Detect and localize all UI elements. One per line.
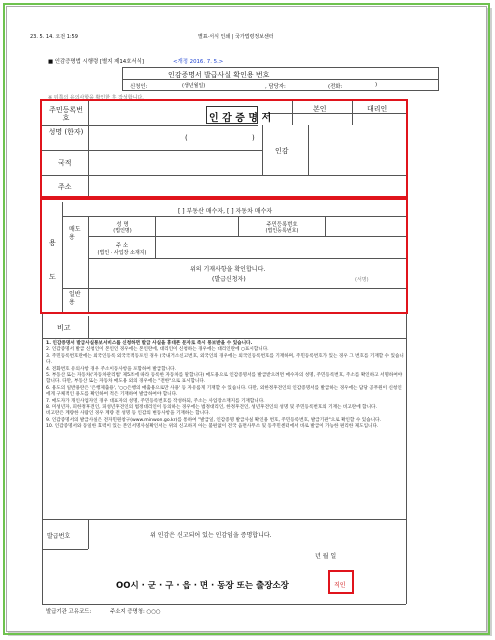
note-item: 6. 용도의 일반용란은 '은행제출용', '○○은행의 매출용으로만 사용' 등 자유롭게 기재할 수 있습니다. 다만, 외한정후견인의 인감증명서를 발급하는 경우에는 담당 공무원이 신청인에게 구체적인 용도를 확인하여 적은 기재하여 발급하여야 합니다. [46, 385, 402, 398]
reg-no-label: 주민등록번호 [49, 106, 83, 122]
issue-date: 년 월 일 [315, 553, 337, 560]
buyer-addr-label: 주 소 [115, 243, 129, 249]
confirm-text: 위의 기재사항을 확인합니다. [190, 266, 266, 273]
paren-open: ( [185, 134, 188, 142]
birth-label: (생년월일) [182, 83, 206, 89]
document-title: 인 감 증 명 서 [209, 113, 272, 124]
issue-number-label: 발급번호 [47, 533, 71, 540]
phone-close: ) [375, 82, 378, 88]
notes-title: 1. 인감증명서 발급사실통보서비스를 신청하면 발급 사실을 휴대폰 문자로 즉시 통보받을 수 있습니다. [46, 341, 253, 346]
form-ref-label: ■ 인감증명법 시행령 [별지 제14호서식] [48, 59, 144, 65]
paren-close: ) [252, 134, 255, 142]
note-item: 3. 주민등록번호란에는 외국인등록 외국국적동포인 경우 (국내거소신고번호, 외국인의 경우에는 외국인등록번호를 기재하며, 주민등록번호가 있는 경우 그 번호를 기재할 수 있습니다. [46, 353, 404, 366]
buyer-addr-sub: (법인 · 사업장 소재지) [97, 250, 147, 256]
notes-list [46, 341, 406, 431]
issuer-name: OO시 · 군 · 구 · 읍 · 면 · 동장 또는 출장소장 [116, 581, 289, 591]
phone-label: (전화: [328, 84, 343, 90]
handler-label: , 담당자: [265, 84, 286, 90]
issue-cert-text: 위 인감은 신고되어 있는 인감임을 증명합니다. [150, 532, 272, 539]
issue-applicant: (발급신청자) [212, 276, 246, 283]
seal-label: 인감 [275, 147, 289, 155]
sign-label: (서명) [355, 277, 369, 283]
remarks-label: 비고 [57, 324, 71, 332]
buyer-options[interactable]: [ ] 부동산 매수자, [ ] 자동차 매수자 [178, 208, 273, 215]
note-item: 10. 인감증명서와 동일한 효력이 있는 본인서명사실확인서는 위의 신고하지 아는 불편없이 전국 읍면사무소 및 동주민센터에서 바로 발급이 가능한 편리한 제도입니다. [46, 424, 379, 430]
note-item: 4. 전화번호 유의사항 경우 주소이동사항을 포함하여 발급합니다. [46, 366, 176, 372]
footer-code: 발급기관 고유코드: [46, 609, 92, 615]
note-item: 비고란은 계량한 사람인 경우 계량 전 성명 등 인감의 변동사항을 기재하는 합니다. [46, 411, 210, 417]
nationality-label: 국적 [58, 159, 72, 167]
agent-label: 대리인 [367, 105, 388, 113]
print-source: 별표·서식 인쇄 | 국가법령정보센터 [198, 34, 274, 40]
highlight-purpose [40, 198, 408, 314]
sale-purpose-label: 매도용 [69, 226, 81, 241]
form-revision: <개정 2016. 7. 5.> [173, 59, 224, 65]
buyer-name-sub: (법인명) [113, 228, 132, 234]
footer-address: 주소지 증명청: ○○○ [110, 609, 161, 615]
applicant-label: 신청인: [130, 84, 148, 90]
buyer-regno-label: 주민등록번호 [266, 222, 298, 228]
note-item: 5. 부동산 또는 자동차('자동차관리법' 제5조에 따라 등록한 자동차를 말합니다) 매도용으로 인감증명서를 발급받으려면 매수자의 성명, 주민등록번호, 주소를 확인하고 서명하여야 합니다. 다만, 부동산 또는 자동차 매도용 외의 경우에는 "전한"으로 표시합니다. [46, 373, 403, 385]
print-datetime: 23. 5. 14. 오전 1:59 [30, 34, 78, 40]
note-above: ※ 뒤쪽의 유의사항을 확인한 후 작성합니다. [48, 95, 144, 101]
note-item: 8. 미성년자, 피한정후견인, 피성년후견인의 법정대리인이 동의하는 경우에는 법정대리인, 한정후견인, 성년후견인의 성명 및 주민등록번호의 기재는 비고란에 합니다. [46, 405, 377, 411]
note-item: 7. 매도자가 개인사업자인 경우 대표자의 성명, 주민등록번호를 작성하되, 주소는 사업장소재지를 기재합니다. [46, 398, 265, 404]
buyer-regno-sub: (법인등록번호) [265, 228, 299, 234]
buyer-name-label: 성 명 [116, 222, 129, 228]
official-seal: 직인 [334, 582, 346, 589]
note-item: 9. 인감증명서의 발급사실은 전자민원창구(www.minwon.go.kr)를 통하여 "발급일, 인감증명 발급사실 확인용 번호, 주민등록번호, 발급기관"으로 확인할 수 있습니다. [46, 417, 381, 423]
highlight-seal [328, 570, 354, 594]
address-label: 주소 [58, 183, 72, 191]
note-item: 2. 인감증명서 발급 신청인이 본인인 경우에는 본인란에, 대리인이 신청하는 경우에는 대리인란에 ○표시합니다. [46, 347, 269, 353]
highlight-personal-info [40, 99, 408, 198]
purpose-side-1: 용 [49, 239, 56, 247]
check-number-title: 인감증명서 발급사실 확인용 번호 [168, 71, 270, 79]
name-hanja-label: 성명 (한자) [48, 128, 84, 136]
self-label: 본인 [313, 105, 327, 113]
general-purpose-label: 일반용 [69, 291, 81, 306]
purpose-side-2: 도 [49, 273, 56, 281]
